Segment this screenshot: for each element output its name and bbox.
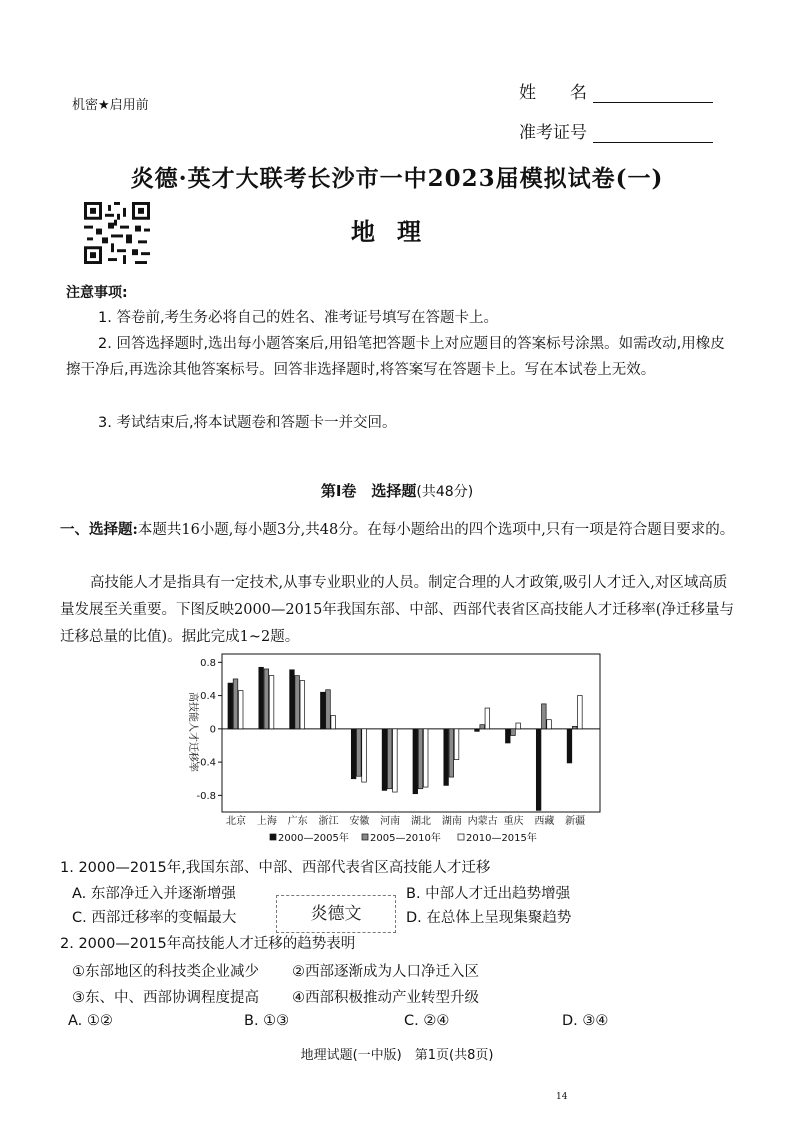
bar	[228, 683, 233, 729]
bar	[264, 669, 269, 729]
x-tick-label: 北京	[226, 816, 246, 827]
x-tick-label: 上海	[256, 816, 277, 827]
bar	[321, 692, 326, 729]
notice-item-3: 3. 考试结束后,将本试题卷和答题卡一并交回。	[98, 415, 397, 431]
id-blank[interactable]	[593, 124, 713, 143]
name-label: 姓 名	[519, 83, 587, 103]
bar	[269, 676, 274, 729]
y-axis-label: 高技能人才迁移率	[187, 692, 198, 772]
x-tick-label: 湖南	[441, 816, 462, 827]
q1-option-b[interactable]: B. 中部人才迁出趋势增强	[406, 886, 571, 902]
y-tick-label: -0.8	[196, 790, 216, 802]
section-title: 第Ⅰ卷 选择题	[320, 482, 417, 500]
stamp: 炎德文	[276, 895, 396, 933]
legend-swatch	[458, 834, 464, 840]
q1-option-d[interactable]: D. 在总体上呈现集聚趋势	[406, 910, 572, 926]
y-tick-label: 0.8	[200, 657, 216, 669]
legend-swatch	[270, 834, 276, 840]
x-tick-label: 湖北	[411, 816, 431, 827]
bar	[511, 729, 516, 736]
q2-option-c[interactable]: C. ②④	[404, 1013, 450, 1029]
bar	[536, 729, 541, 810]
q2-option-a[interactable]: A. ①②	[68, 1013, 113, 1029]
q2-stem: 2. 2000—2015年高技能人才迁移的趋势表明	[60, 936, 356, 952]
legend-label: 2005—2010年	[370, 833, 441, 844]
legend-label: 2000—2005年	[278, 833, 349, 844]
y-tick-label: 0	[209, 724, 216, 736]
bar	[485, 708, 490, 729]
part-label: 一、选择题:	[60, 521, 138, 538]
bar	[357, 729, 362, 776]
bar	[387, 729, 392, 789]
legend-label: 2010—2015年	[466, 833, 537, 844]
bar	[362, 729, 367, 782]
bar	[233, 679, 238, 729]
bar	[295, 676, 300, 729]
bar	[331, 716, 336, 729]
section-score: (共48分)	[416, 484, 474, 500]
bar	[572, 726, 577, 728]
bar	[290, 670, 295, 729]
part-text: 本题共16小题,每小题3分,共48分。在每小题给出的四个选项中,只有一项是符合题目要求的。	[137, 522, 735, 538]
x-tick-label: 广东	[287, 816, 308, 827]
q1-option-c[interactable]: C. 西部迁移率的变幅最大	[72, 910, 237, 926]
q2-statement-4: ④西部积极推动产业转型升级	[292, 990, 479, 1006]
id-field	[519, 118, 713, 143]
bar	[413, 729, 418, 794]
q1-option-a[interactable]: A. 东部净迁入并逐渐增强	[72, 886, 236, 902]
x-tick-label: 西藏	[534, 816, 555, 827]
x-tick-label: 河南	[380, 816, 401, 827]
question-stem: 高技能人才是指具有一定技术,从事专业职业的人员。制定合理的人才政策,吸引人才迁入,对区域高质量发展至关重要。下图反映2000—2015年我国东部、中部、西部代表省区高技能人才迁移率(净迁移量与迁移总量的比值)。据此完成1~2题。	[60, 575, 734, 645]
name-field	[519, 78, 713, 103]
q2-statement-3: ③东、中、西部协调程度提高	[72, 990, 259, 1006]
bar	[423, 729, 428, 787]
bar	[516, 723, 521, 729]
y-tick-label: 0.4	[200, 691, 216, 703]
legend-swatch	[362, 834, 368, 840]
notice-item-2: 2. 回答选择题时,选出每小题答案后,用铅笔把答题卡上对应题目的答案标号涂黑。如需改动,用橡皮擦干净后,再选涂其他答案标号。回答非选择题时,将答案写在答题卡上。写在本试卷上无效。	[66, 336, 725, 378]
name-blank[interactable]	[593, 84, 713, 103]
bar	[454, 729, 459, 760]
page-footer: 地理试题(一中版) 第1页(共8页)	[300, 1048, 494, 1063]
x-tick-label: 内蒙古	[467, 816, 498, 827]
q1-stem: 1. 2000—2015年,我国东部、中部、西部代表省区高技能人才迁移	[60, 860, 491, 876]
choice-instructions	[60, 516, 740, 544]
x-tick-label: 重庆	[503, 816, 524, 827]
bar	[542, 704, 547, 729]
bar	[238, 691, 243, 729]
q2-statement-2: ②西部逐渐成为人口净迁入区	[292, 964, 479, 980]
x-tick-label: 安徽	[349, 816, 370, 827]
bar	[444, 729, 449, 786]
bar	[547, 720, 552, 729]
q2-statement-1: ①东部地区的科技类企业减少	[72, 964, 259, 980]
bar	[259, 667, 264, 729]
bar	[351, 729, 356, 779]
migration-rate-chart	[170, 652, 610, 852]
bar	[578, 696, 583, 729]
bar	[418, 729, 423, 789]
x-tick-label: 新疆	[565, 816, 586, 827]
section-heading	[0, 480, 794, 501]
y-tick-label: -0.4	[196, 757, 216, 769]
bar	[393, 729, 398, 792]
page-mark: 14	[556, 1092, 568, 1102]
bar	[326, 690, 331, 729]
notice-heading: 注意事项:	[66, 285, 128, 301]
x-tick-label: 浙江	[318, 816, 339, 827]
confidential-label: 机密★启用前	[72, 98, 149, 113]
bar	[480, 725, 485, 729]
q2-option-b[interactable]: B. ①③	[244, 1013, 290, 1029]
id-label: 准考证号	[519, 123, 587, 143]
exam-title: 炎德·英才大联考长沙市一中2023届模拟试卷(一)	[130, 165, 664, 192]
bar	[300, 681, 305, 729]
bar	[449, 729, 454, 777]
notice-item-1: 1. 答卷前,考生务必将自己的姓名、准考证号填写在答题卡上。	[98, 310, 499, 326]
plot-frame	[222, 654, 600, 812]
q2-option-d[interactable]: D. ③④	[562, 1013, 609, 1029]
bar	[475, 729, 480, 731]
bar	[506, 729, 511, 743]
bar	[567, 729, 572, 763]
subject-title: 地理	[351, 217, 443, 246]
bar	[382, 729, 387, 791]
